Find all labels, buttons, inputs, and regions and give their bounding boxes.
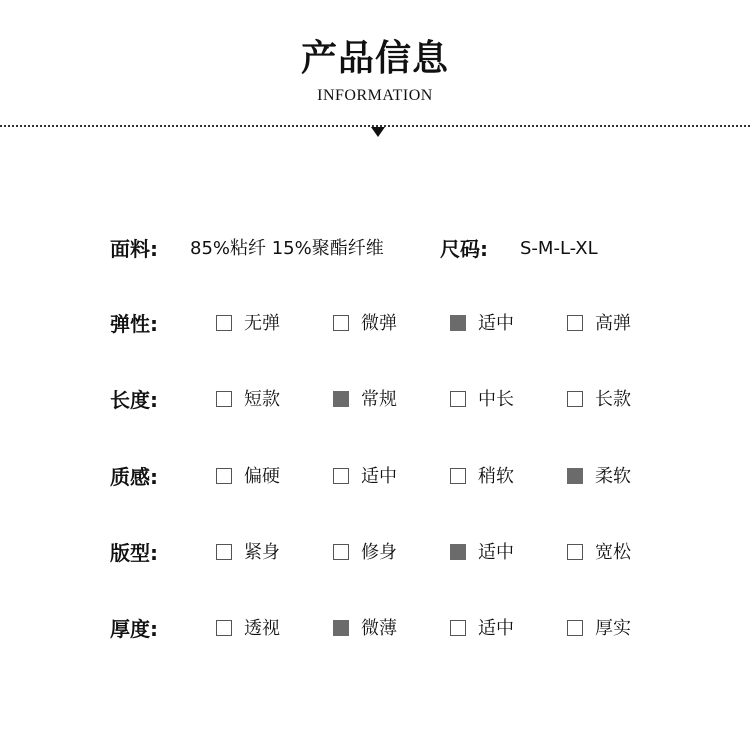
option-label: 柔软 (595, 466, 631, 487)
attribute-row-fit (110, 538, 670, 568)
option-checkbox[interactable] (216, 391, 232, 407)
option-checkbox-checked[interactable] (333, 620, 349, 636)
option-checkbox[interactable] (450, 468, 466, 484)
option-checkbox-checked[interactable] (450, 544, 466, 560)
option-label: 适中 (478, 542, 514, 563)
option-label: 中长 (478, 389, 514, 410)
header-subtitle: INFORMATION (317, 87, 433, 104)
option-checkbox[interactable] (216, 544, 232, 560)
option-label: 透视 (244, 618, 280, 639)
option-label: 短款 (244, 389, 280, 410)
option-checkbox-checked[interactable] (450, 315, 466, 331)
option-label: 长款 (595, 389, 631, 410)
option-checkbox[interactable] (216, 468, 232, 484)
attribute-row-elasticity (110, 309, 670, 339)
option-label: 高弹 (595, 313, 631, 334)
option-checkbox[interactable] (450, 620, 466, 636)
attribute-label: 弹性: (110, 312, 158, 336)
fabric-value: 85%粘纤 15%聚酯纤维 (190, 238, 384, 259)
option-label: 微薄 (361, 618, 397, 639)
option-checkbox[interactable] (567, 315, 583, 331)
attribute-label: 版型: (110, 541, 158, 565)
attribute-row-length (110, 385, 670, 415)
option-checkbox[interactable] (567, 544, 583, 560)
fabric-label: 面料: (110, 237, 158, 261)
option-label: 常规 (361, 389, 397, 410)
option-checkbox[interactable] (216, 315, 232, 331)
attribute-label: 质感: (110, 465, 158, 489)
option-checkbox[interactable] (567, 620, 583, 636)
option-checkbox[interactable] (333, 468, 349, 484)
option-checkbox[interactable] (333, 544, 349, 560)
option-label: 微弹 (361, 313, 397, 334)
option-label: 适中 (478, 313, 514, 334)
fabric-size-row (110, 234, 670, 264)
attribute-label: 厚度: (110, 617, 158, 641)
triangle-down-icon (371, 127, 385, 137)
option-checkbox[interactable] (333, 315, 349, 331)
size-value: S-M-L-XL (520, 238, 598, 259)
option-checkbox-checked[interactable] (567, 468, 583, 484)
attribute-label: 长度: (110, 388, 158, 412)
option-label: 宽松 (595, 542, 631, 563)
option-label: 偏硬 (244, 466, 280, 487)
header-title: 产品信息 (300, 38, 449, 79)
option-label: 紧身 (244, 542, 280, 563)
option-label: 适中 (478, 618, 514, 639)
size-label: 尺码: (440, 237, 488, 261)
option-label: 稍软 (478, 466, 514, 487)
option-checkbox[interactable] (216, 620, 232, 636)
option-label: 无弹 (244, 313, 280, 334)
option-checkbox[interactable] (450, 391, 466, 407)
option-checkbox-checked[interactable] (333, 391, 349, 407)
option-label: 适中 (361, 466, 397, 487)
attribute-row-thickness (110, 614, 670, 644)
option-label: 修身 (361, 542, 397, 563)
option-label: 厚实 (595, 618, 631, 639)
attribute-row-texture (110, 462, 670, 492)
option-checkbox[interactable] (567, 391, 583, 407)
